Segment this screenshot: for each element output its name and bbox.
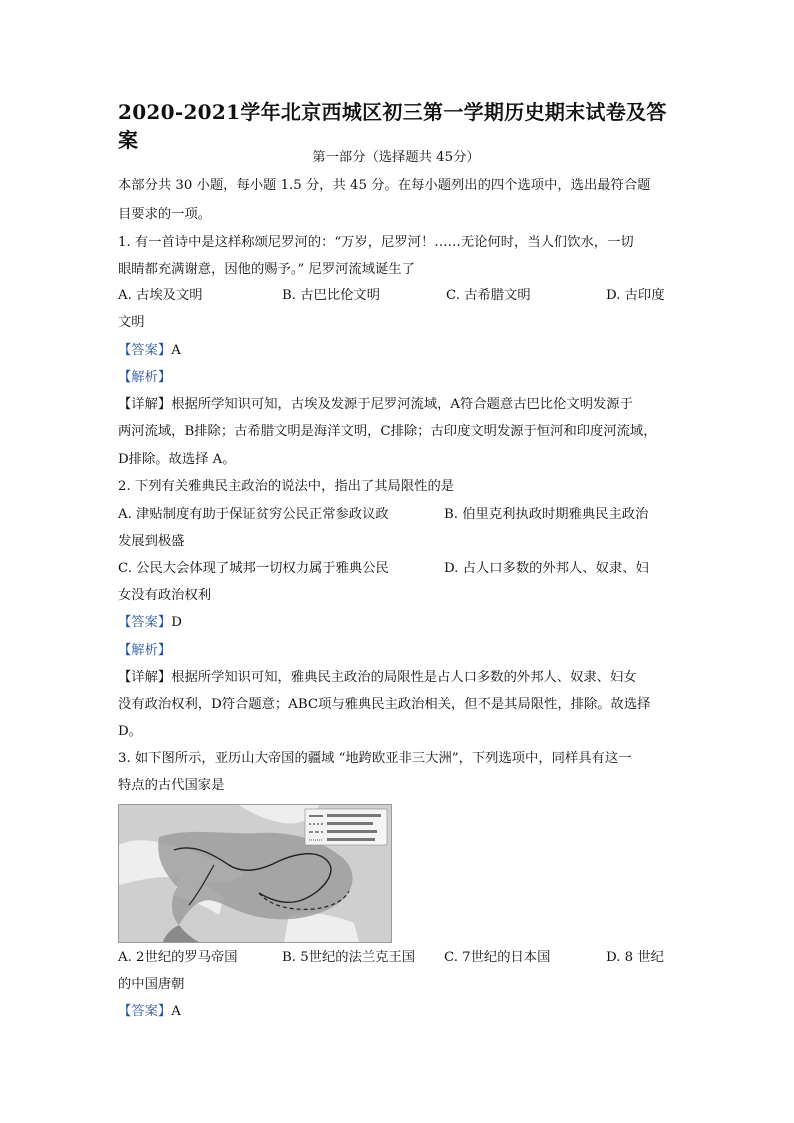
title-line-2: 案 [118, 128, 139, 152]
q2-stem: 2. 下列有关雅典民主政治的说法中，指出了其局限性的是 [118, 479, 455, 494]
intro-line-1: 本部分共 30 小题，每小题 1.5 分，共 45 分。在每小题列出的四个选项中，选出最符合题 [118, 178, 651, 193]
q2-detail-text-1: 根据所学知识可知，雅典民主政治的局限性是占人口多数的外邦人、奴隶、妇女 [171, 670, 637, 685]
q3-answer [118, 1002, 181, 1022]
detail-label: 【详解】 [118, 670, 172, 685]
q1-answer-value: A [171, 343, 181, 358]
q3-stem-line-2: 特点的古代国家是 [118, 778, 225, 793]
q3-answer-value: A [171, 1004, 181, 1019]
q2-detail-line-2: 没有政治权利，D符合题意；ABC项与雅典民主政治相关，但不是其局限性，排除。故选择 [118, 697, 651, 712]
section-heading: 第一部分（选择题共 45分） [312, 150, 480, 165]
q2-analysis-label: 【解析】 [118, 643, 172, 658]
intro-line-2: 目要求的一项。 [118, 207, 212, 222]
q1-option-c: C. 古希腊文明 [446, 288, 531, 303]
q3-option-b: B. 5世纪的法兰克王国 [282, 950, 416, 965]
q1-option-b: B. 古巴比伦文明 [282, 288, 381, 303]
title-line-1: 2020-2021学年北京西城区初三第一学期历史期末试卷及答 [118, 100, 667, 124]
q1-option-a: A. 古埃及文明 [118, 288, 203, 303]
q3-stem-line-1: 3. 如下图所示，亚历山大帝国的疆域 “地跨欧亚非三大洲”，下列选项中，同样具有这一 [118, 751, 632, 766]
q1-stem-line-2: 眼睛都充满谢意，因他的赐予。” 尼罗河流域诞生了 [118, 262, 415, 277]
answer-label: 【答案】 [118, 343, 172, 358]
q2-option-b-continued: 发展到极盛 [118, 534, 185, 549]
q1-stem-line-1: 1. 有一首诗中是这样称颂尼罗河的：“万岁，尼罗河！……无论何时，当人们饮水，一切 [118, 235, 634, 250]
q1-option-d-continued: 文明 [118, 315, 145, 330]
q2-option-d-continued: 女没有政治权利 [118, 588, 212, 603]
q2-answer-value: D [171, 615, 182, 630]
answer-label: 【答案】 [118, 1004, 172, 1019]
q3-option-d-continued: 的中国唐朝 [118, 977, 185, 992]
q2-option-b: B. 伯里克利执政时期雅典民主政治 [444, 507, 649, 522]
q2-option-a: A. 津贴制度有助于保证贫穷公民正常参政议政 [118, 507, 389, 522]
q1-detail-line-3: D排除。故选择 A。 [118, 452, 236, 467]
q1-detail-line-2: 两河流域，B排除；古希腊文明是海洋文明，C排除；古印度文明发源于恒河和印度河流域， [118, 424, 657, 439]
q3-option-d: D. 8 世纪 [606, 950, 664, 965]
q1-option-d: D. 古印度 [606, 288, 665, 303]
document-title [118, 98, 678, 154]
q2-option-c: C. 公民大会体现了城邦一切权力属于雅典公民 [118, 561, 389, 576]
q1-analysis-label: 【解析】 [118, 370, 172, 385]
q2-answer [118, 613, 182, 633]
q1-detail-text-1: 根据所学知识可知，古埃及发源于尼罗河流域，A符合题意古巴比伦文明发源于 [171, 397, 633, 412]
q1-answer [118, 341, 181, 361]
alexander-empire-map [118, 804, 392, 943]
q3-option-c: C. 7世纪的日本国 [444, 950, 551, 965]
answer-label: 【答案】 [118, 615, 172, 630]
map-graphic [119, 805, 391, 942]
q1-detail-line-1 [118, 395, 633, 415]
q2-detail-line-1 [118, 668, 637, 688]
detail-label: 【详解】 [118, 397, 172, 412]
q2-detail-line-3: D。 [118, 724, 142, 739]
q2-option-d: D. 占人口多数的外邦人、奴隶、妇 [444, 561, 649, 576]
q3-option-a: A. 2世纪的罗马帝国 [118, 950, 238, 965]
